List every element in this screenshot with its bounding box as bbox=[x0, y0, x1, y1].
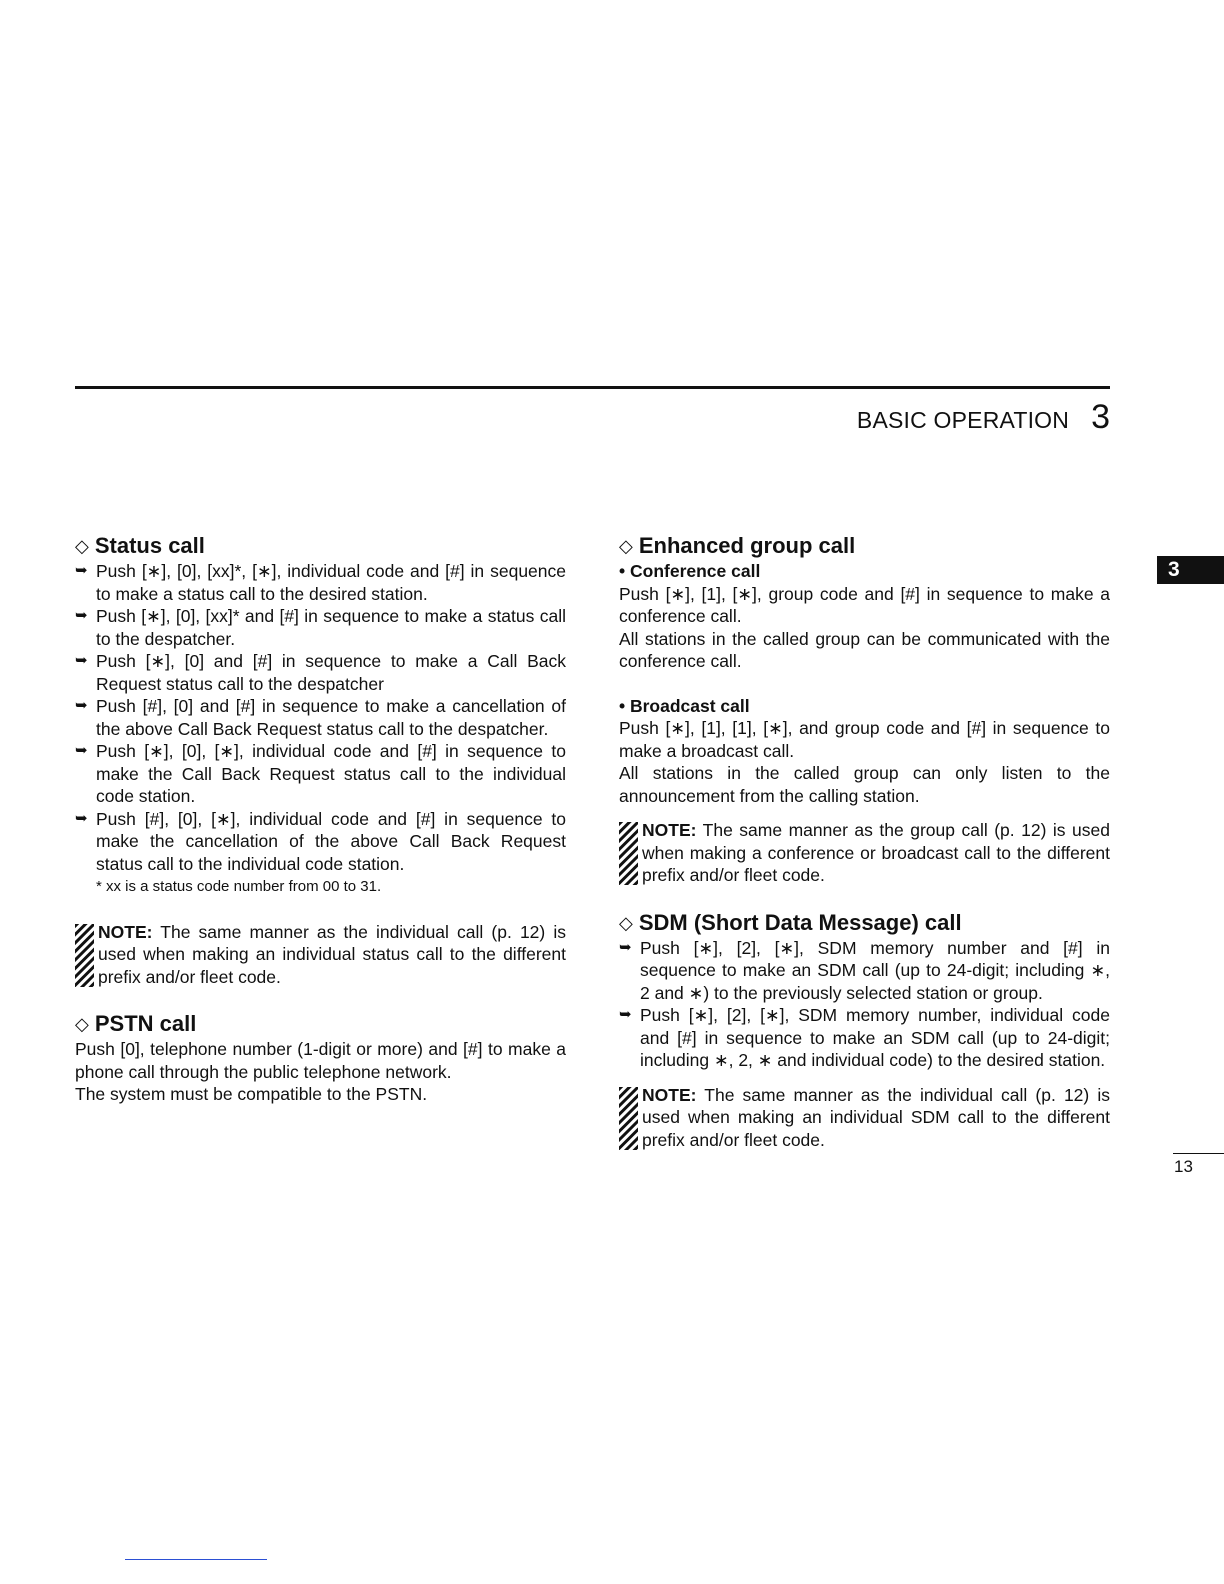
conference-paragraph: All stations in the called group can be communicated with the conference call. bbox=[619, 628, 1110, 671]
page-header bbox=[857, 398, 1110, 437]
note-hatch-icon bbox=[619, 822, 638, 885]
list-item: ➥ Push [∗], [0], [∗], individual code and [#] in sequence to make the Call Back Request status call to the individual code station. bbox=[75, 741, 566, 806]
diamond-icon: ◇ bbox=[75, 1014, 89, 1034]
list-item: ➥ Push [∗], [2], [∗], SDM memory number, individual code and [#] in sequence to make an SDM call (up to 24-digit; including ∗, 2, ∗ and individual code) to the desired station. bbox=[619, 1005, 1110, 1070]
left-column bbox=[75, 532, 566, 1106]
diamond-icon: ◇ bbox=[75, 536, 89, 556]
arrow-bullet-icon: ➥ bbox=[75, 607, 88, 624]
bottom-link-underline[interactable] bbox=[125, 1559, 267, 1560]
list-item: ➥ Push [∗], [0] and [#] in sequence to make a Call Back Request status call to the despatcher bbox=[75, 651, 566, 694]
note-status-call: NOTE: The same manner as the individual call (p. 12) is used when making an individual status call to the different prefix and/or fleet code. bbox=[75, 921, 566, 989]
pstn-paragraph: Push [0], telephone number (1-digit or more) and [#] to make a phone call through the public telephone network. bbox=[75, 1039, 566, 1082]
list-item: ➥ Push [∗], [0], [xx]*, [∗], individual code and [#] in sequence to make a status call to the desired station. bbox=[75, 561, 566, 604]
heading-pstn-call: ◇ PSTN call bbox=[75, 1011, 197, 1036]
right-column bbox=[619, 532, 1110, 1151]
page-number-rule bbox=[1173, 1153, 1224, 1154]
broadcast-paragraph: All stations in the called group can only listen to the announcement from the calling station. bbox=[619, 763, 1110, 806]
arrow-bullet-icon: ➥ bbox=[619, 1006, 632, 1023]
heading-sdm-call: ◇ SDM (Short Data Message) call bbox=[619, 909, 962, 935]
diamond-icon: ◇ bbox=[619, 912, 633, 933]
footnote: * xx is a status code number from 00 to 31. bbox=[96, 878, 382, 895]
conference-paragraph: Push [∗], [1], [∗], group code and [#] in sequence to make a conference call. bbox=[619, 583, 1110, 626]
list-item: ➥ Push [∗], [2], [∗], SDM memory number and [#] in sequence to make an SDM call (up to 24-digit; including ∗, 2 and ∗) to the previously selected station or group. bbox=[619, 937, 1110, 1003]
arrow-bullet-icon: ➥ bbox=[75, 809, 88, 827]
arrow-bullet-icon: ➥ bbox=[619, 938, 632, 956]
subheading-conference-call: • Conference call bbox=[619, 561, 761, 581]
chapter-tab: 3 bbox=[1157, 556, 1224, 584]
arrow-bullet-icon: ➥ bbox=[75, 652, 88, 669]
list-item: ➥ Push [#], [0] and [#] in sequence to make a cancellation of the above Call Back Request status call to the despatcher. bbox=[75, 696, 566, 739]
list-item: ➥ Push [∗], [0], [xx]* and [#] in sequence to make a status call to the despatcher. bbox=[75, 606, 566, 649]
arrow-bullet-icon: ➥ bbox=[75, 562, 88, 579]
chapter-number: 3 bbox=[1091, 398, 1110, 436]
broadcast-paragraph: Push [∗], [1], [1], [∗], and group code and [#] in sequence to make a broadcast call. bbox=[619, 718, 1110, 761]
arrow-bullet-icon: ➥ bbox=[75, 742, 88, 759]
pstn-paragraph: The system must be compatible to the PSTN. bbox=[75, 1084, 428, 1104]
arrow-bullet-icon: ➥ bbox=[75, 697, 88, 714]
subheading-broadcast-call: • Broadcast call bbox=[619, 695, 750, 716]
sdm-call-list bbox=[619, 937, 1110, 1072]
status-call-list bbox=[75, 560, 566, 875]
note-hatch-icon bbox=[75, 924, 94, 987]
list-item: ➥ Push [#], [0], [∗], individual code and [#] in sequence to make the cancellation of the above Call Back Request status call to the individual code station. bbox=[75, 808, 566, 874]
page-number: 13 bbox=[1174, 1157, 1193, 1176]
header-rule bbox=[75, 386, 1110, 389]
note-group-call: NOTE: The same manner as the group call (p. 12) is used when making a conference or broadcast call to the different prefix and/or fleet code. bbox=[619, 819, 1110, 887]
diamond-icon: ◇ bbox=[619, 536, 633, 556]
note-sdm-call: NOTE: The same manner as the individual call (p. 12) is used when making an individual SDM call to the different prefix and/or fleet code. bbox=[619, 1084, 1110, 1152]
section-title: BASIC OPERATION bbox=[856, 407, 1070, 433]
note-hatch-icon bbox=[619, 1087, 638, 1150]
heading-enhanced-group-call: ◇ Enhanced group call bbox=[619, 533, 856, 558]
heading-status-call: ◇ Status call bbox=[75, 533, 205, 558]
